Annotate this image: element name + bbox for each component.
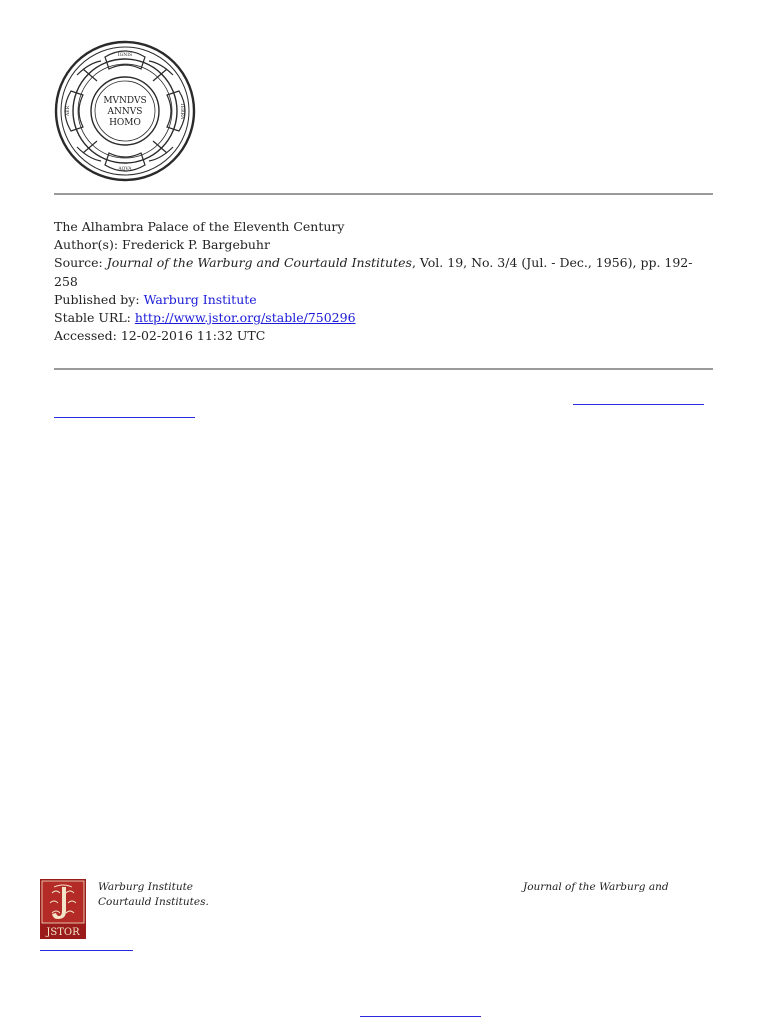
bottom-divider xyxy=(54,368,713,370)
footer-left-line-2: Courtauld Institutes. xyxy=(98,895,209,908)
stable-url-link[interactable]: http://www.jstor.org/stable/750296 xyxy=(134,310,356,326)
redacted-link-2[interactable] xyxy=(54,417,195,418)
source-line xyxy=(54,254,714,290)
journal-name: Journal of the Warburg and Courtauld Institutes xyxy=(106,255,412,271)
publisher-line xyxy=(54,291,714,309)
top-divider xyxy=(54,193,713,195)
authors-value: Frederick P. Bargebuhr xyxy=(122,237,270,253)
svg-text:AQVA: AQVA xyxy=(118,167,132,172)
redacted-link-3[interactable] xyxy=(40,950,133,951)
publisher-link[interactable]: Warburg Institute xyxy=(143,291,257,307)
footer-left-line-1: Warburg Institute xyxy=(98,881,194,893)
footer-right-text xyxy=(523,880,723,895)
redacted-link-1[interactable] xyxy=(573,404,704,405)
stable-url-line xyxy=(54,309,714,327)
article-title: The Alhambra Palace of the Eleventh Century xyxy=(54,219,345,234)
authors-label: Author(s): xyxy=(54,237,119,253)
accessed-line: Accessed: 12-02-2016 11:32 UTC xyxy=(54,328,266,344)
stable-url-label: Stable URL: xyxy=(54,310,131,326)
publisher-label: Published by: xyxy=(54,291,140,307)
citation-block xyxy=(54,218,714,345)
warburg-seal-logo xyxy=(53,39,197,183)
seal-line-homo: HOMO xyxy=(109,118,141,128)
footer-right-line-1: Journal of the Warburg and xyxy=(523,881,669,893)
source-details: , Vol. 19, No. 3/4 (Jul. - Dec., 1956), pp. 192-258 xyxy=(54,255,693,289)
jstor-logo-text: JSTOR xyxy=(46,927,80,938)
source-label: Source: xyxy=(54,255,103,271)
redacted-link-4[interactable] xyxy=(360,1016,481,1017)
seal-line-mundus: MVNDVS xyxy=(103,96,147,106)
jstor-logo[interactable] xyxy=(40,879,86,939)
svg-text:IGNIS: IGNIS xyxy=(117,53,133,58)
authors-line xyxy=(54,236,714,254)
svg-text:TERRA: TERRA xyxy=(179,102,184,120)
seal-line-annus: ANNVS xyxy=(107,107,143,117)
footer-left-text xyxy=(98,880,358,909)
svg-text:AER: AER xyxy=(66,106,71,116)
